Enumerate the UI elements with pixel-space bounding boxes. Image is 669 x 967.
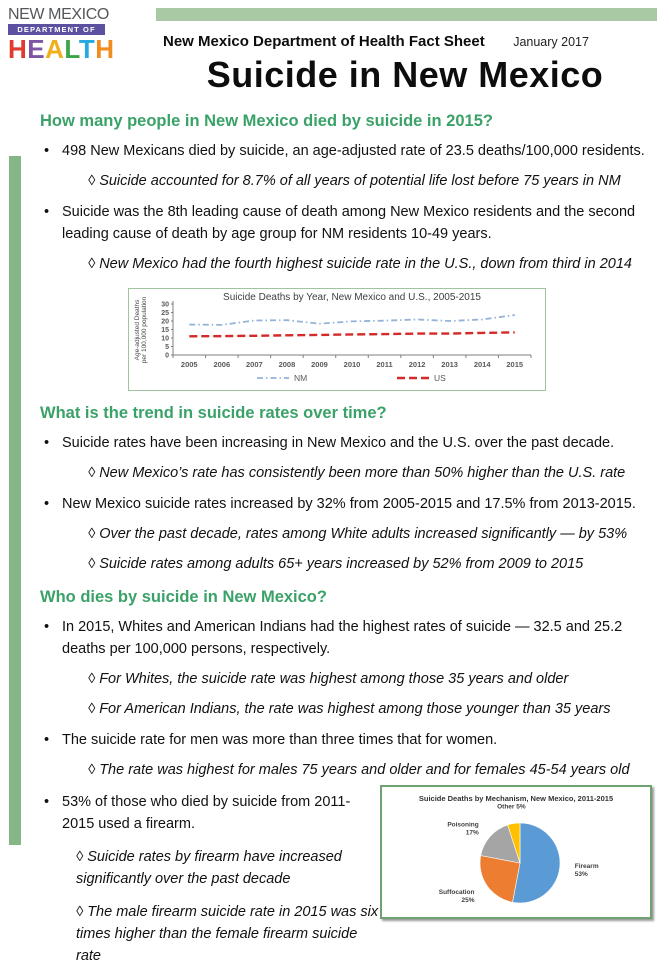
svg-text:Suicide Deaths by Year, New Me: Suicide Deaths by Year, New Mexico and U.S., 2005-2015	[223, 292, 481, 303]
section-heading-who-dies: Who dies by suicide in New Mexico?	[40, 588, 327, 606]
line-chart	[128, 288, 546, 391]
svg-text:0: 0	[165, 352, 169, 360]
sub-bullet-item: ◊ Suicide rates by firearm have increased significantly over the past decade	[76, 849, 342, 887]
pie-chart-svg	[382, 787, 650, 917]
svg-text:US: US	[434, 373, 446, 383]
logo-letter: H	[8, 33, 28, 64]
svg-text:NM: NM	[294, 373, 308, 383]
svg-text:20: 20	[161, 318, 169, 326]
svg-text:2011: 2011	[376, 360, 393, 369]
svg-text:2009: 2009	[311, 360, 328, 369]
logo-new-mexico-text: NEW MEXICO	[8, 6, 109, 23]
nmdoh-logo	[8, 6, 115, 64]
bullet-item: • Suicide was the 8th leading cause of death among New Mexico residents and the second leading cause of death by age group for NM residents 10-49 years.	[40, 201, 652, 245]
bullet-item: • 53% of those who died by suicide from 2011-2015 used a firearm.	[40, 791, 380, 835]
top-accent-bar	[156, 8, 657, 21]
pie-chart	[380, 785, 652, 919]
left-accent-bar	[9, 156, 21, 845]
sub-bullet-item: ◊ New Mexico’s rate has consistently been more than 50% higher than the U.S. rate	[88, 465, 626, 481]
logo-letter: A	[45, 33, 65, 64]
svg-text:Suffocation25%: Suffocation 25%	[438, 888, 475, 904]
svg-text:2013: 2013	[441, 360, 458, 369]
svg-text:25: 25	[161, 310, 169, 317]
section-heading-trend: What is the trend in suicide rates over time?	[40, 404, 387, 422]
bullet-item: • In 2015, Whites and American Indians had the highest rates of suicide — 32.5 and 25.2 deaths per 100,000 persons, respectively.	[40, 616, 652, 660]
svg-text:10: 10	[161, 335, 169, 343]
header-row	[163, 33, 589, 51]
fact-sheet-date: January 2017	[513, 35, 589, 49]
bullet-item: • The suicide rate for men was more than three times that for women.	[40, 729, 652, 751]
svg-text:Suicide Deaths by Mechanism, N: Suicide Deaths by Mechanism, New Mexico, 2011-2015	[418, 794, 614, 803]
svg-text:Age-adjusted Deathsper 100,000: Age-adjusted Deathsper 100,000 population	[134, 296, 148, 364]
svg-text:2007: 2007	[246, 360, 263, 369]
logo-department-of-band: DEPARTMENT OF	[8, 24, 105, 35]
sub-bullet-item: ◊ For Whites, the suicide rate was highest among those 35 years and older	[88, 671, 569, 687]
sub-bullet-item: ◊ The rate was highest for males 75 years and older and for females 45-54 years old	[88, 762, 630, 778]
svg-text:2010: 2010	[343, 360, 361, 369]
svg-text:Other 5%: Other 5%	[497, 803, 526, 811]
svg-text:2005: 2005	[180, 360, 198, 369]
svg-text:Firearm53%: Firearm 53%	[574, 863, 599, 879]
logo-letter: T	[78, 33, 96, 64]
bullet-item: • New Mexico suicide rates increased by 32% from 2005-2015 and 17.5% from 2013-2015.	[40, 493, 652, 515]
sub-bullet-item: ◊ Over the past decade, rates among White adults increased significantly — by 53%	[88, 526, 628, 542]
logo-health-wordmark	[8, 33, 115, 64]
svg-text:2008: 2008	[278, 360, 296, 369]
bullet-item: • 498 New Mexicans died by suicide, an age-adjusted rate of 23.5 deaths/100,000 residents.	[40, 140, 652, 162]
page-title: Suicide in New Mexico	[206, 54, 604, 95]
firearm-text-column	[40, 791, 380, 967]
sub-bullet-item: ◊ Suicide accounted for 8.7% of all years of potential life lost before 75 years in NM	[88, 173, 621, 189]
svg-text:15: 15	[161, 327, 169, 334]
svg-text:2014: 2014	[473, 360, 491, 369]
svg-text:2012: 2012	[408, 360, 426, 369]
svg-text:5: 5	[165, 344, 169, 351]
svg-text:30: 30	[161, 301, 169, 309]
logo-letter: H	[95, 33, 115, 64]
firearm-section	[40, 791, 652, 967]
section-heading-how-many: How many people in New Mexico died by suicide in 2015?	[40, 112, 493, 130]
svg-text:2006: 2006	[213, 360, 231, 369]
logo-letter: E	[27, 33, 46, 64]
svg-text:2015: 2015	[506, 360, 524, 369]
sub-bullet-item: ◊ The male firearm suicide rate in 2015 was six times higher than the female firearm suicide rate	[76, 904, 379, 964]
svg-text:Poisoning17%: Poisoning 17%	[447, 821, 479, 837]
fact-sheet-title: New Mexico Department of Health Fact Sheet	[163, 33, 485, 50]
logo-letter: L	[64, 33, 79, 64]
bullet-item: • Suicide rates have been increasing in New Mexico and the U.S. over the past decade.	[40, 432, 652, 454]
sub-bullet-item: ◊ New Mexico had the fourth highest suicide rate in the U.S., down from third in 2014	[88, 256, 632, 272]
sub-bullet-item: ◊ For American Indians, the rate was highest among those younger than 35 years	[88, 701, 611, 717]
sub-bullet-item: ◊ Suicide rates among adults 65+ years increased by 52% from 2009 to 2015	[88, 556, 584, 572]
line-chart-svg	[129, 289, 545, 390]
fact-sheet-body	[40, 99, 652, 967]
